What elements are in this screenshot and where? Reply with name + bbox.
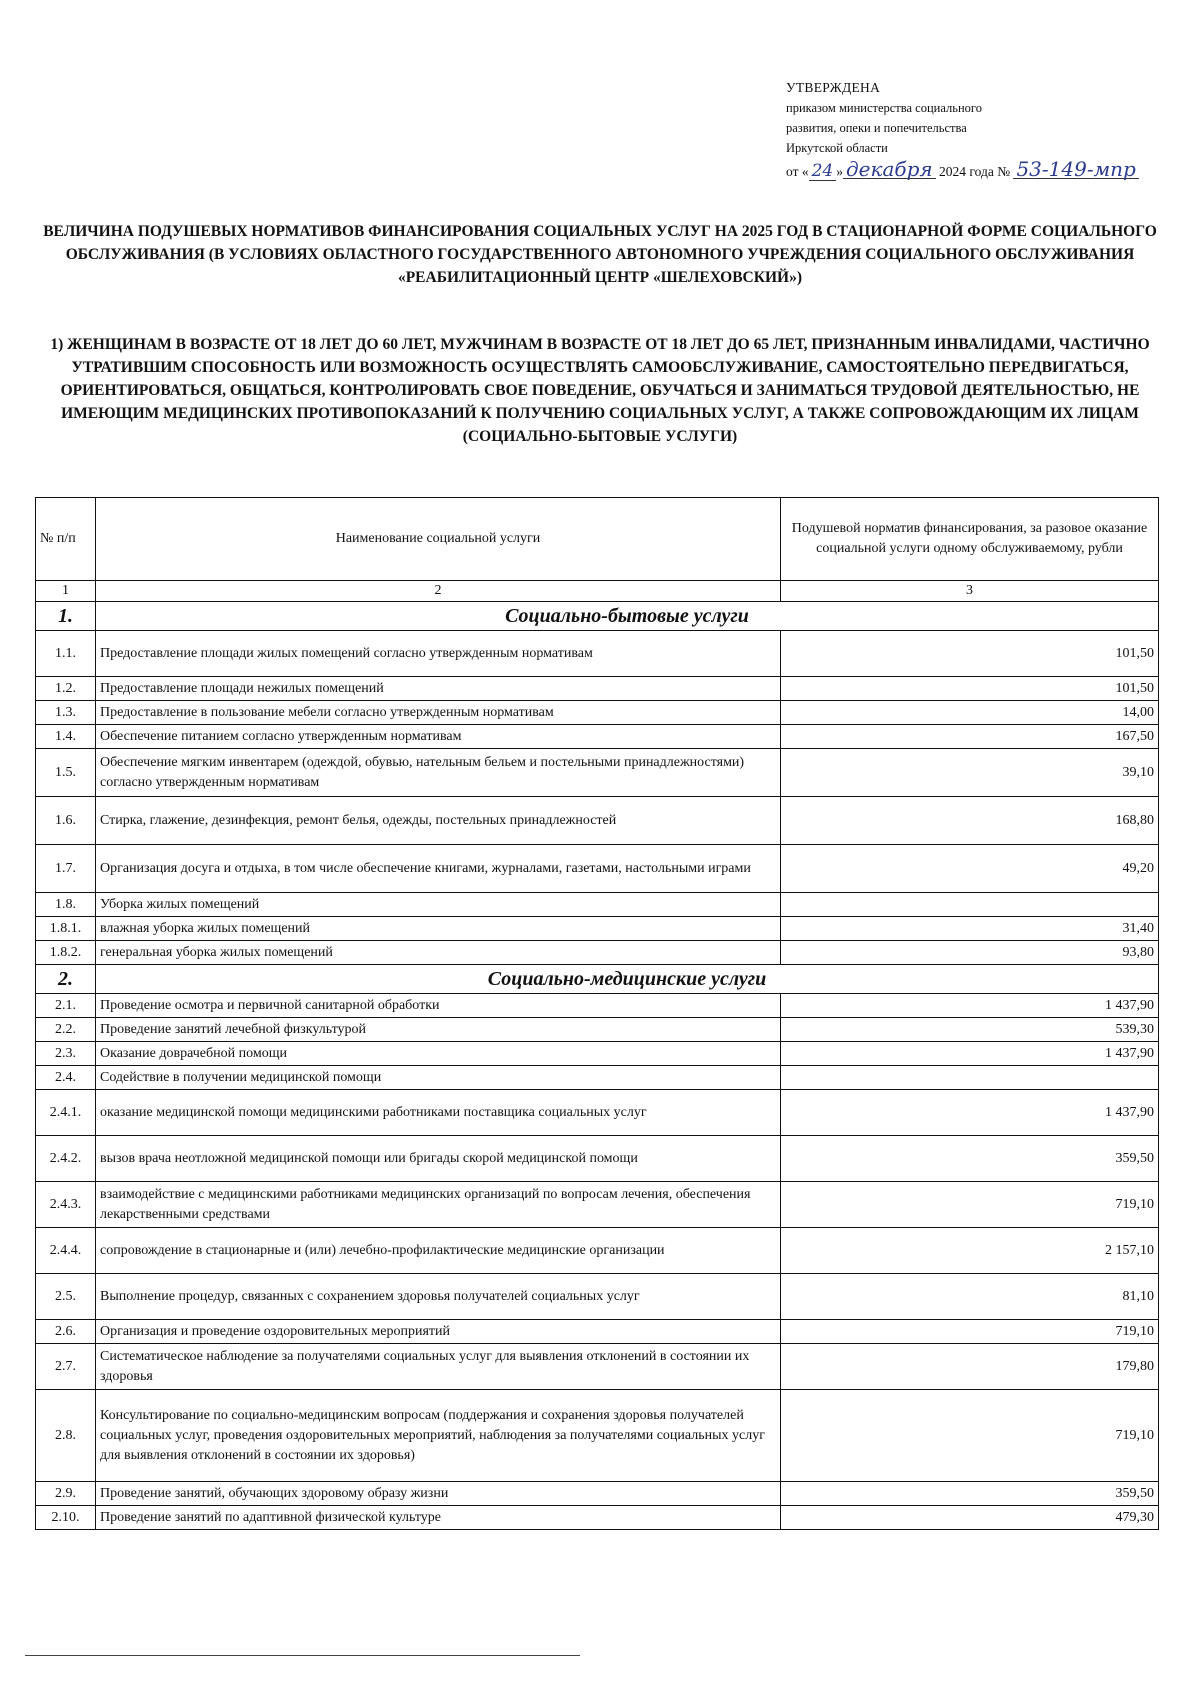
section-title: Социально-бытовые услуги xyxy=(96,602,1159,631)
norm-value: 93,80 xyxy=(781,941,1159,965)
date-year-text: 2024 года № xyxy=(939,164,1011,179)
service-name: оказание медицинской помощи медицинскими работниками поставщика социальных услуг xyxy=(96,1090,781,1136)
row-number: 2.4. xyxy=(36,1066,96,1090)
row-number: 2.3. xyxy=(36,1042,96,1066)
table-header-row xyxy=(36,498,1159,581)
row-number: 1.2. xyxy=(36,677,96,701)
service-name: вызов врача неотложной медицинской помощи или бригады скорой медицинской помощи xyxy=(96,1136,781,1182)
service-name: Предоставление в пользование мебели согласно утвержденным нормативам xyxy=(96,701,781,725)
norm-value: 31,40 xyxy=(781,917,1159,941)
row-number: 1.5. xyxy=(36,749,96,797)
table-row xyxy=(36,1090,1159,1136)
norm-value: 101,50 xyxy=(781,631,1159,677)
norm-value: 39,10 xyxy=(781,749,1159,797)
norms-table xyxy=(35,497,1159,1530)
table-row xyxy=(36,1042,1159,1066)
service-name: Проведение осмотра и первичной санитарной обработки xyxy=(96,994,781,1018)
row-number: 2.2. xyxy=(36,1018,96,1042)
service-name: Уборка жилых помещений xyxy=(96,893,781,917)
norm-value: 179,80 xyxy=(781,1344,1159,1390)
document-subtitle: 1) ЖЕНЩИНАМ В ВОЗРАСТЕ ОТ 18 ЛЕТ ДО 60 ЛЕТ, МУЖЧИНАМ В ВОЗРАСТЕ ОТ 18 ЛЕТ ДО 65 ЛЕТ, ПРИЗНАННЫМ ИНВАЛИДАМИ, ЧАСТИЧНО УТРАТИВШИМ СПОСОБНОСТЬ ИЛИ ВОЗМОЖНОСТЬ ОСУЩЕСТВЛЯТЬ САМООБСЛУЖИВАНИЕ, САМОСТОЯТЕЛЬНО ПЕРЕДВИГАТЬСЯ, ОРИЕНТИРОВАТЬСЯ, ОБЩАТЬСЯ, КОНТРОЛИРОВАТЬ СВОЕ ПОВЕДЕНИЕ, ОБУЧАТЬСЯ И ЗАНИМАТЬСЯ ТРУДОВОЙ ДЕЯТЕЛЬНОСТЬЮ, НЕ ИМЕЮЩИМ МЕДИЦИНСКИХ ПРОТИВОПОКАЗАНИЙ К ПОЛУЧЕНИЮ СОЦИАЛЬНЫХ УСЛУГ, А ТАКЖЕ СОПРОВОЖДАЮЩИМ ИХ ЛИЦАМ (СОЦИАЛЬНО-БЫТОВЫЕ УСЛУГИ) xyxy=(50,336,1150,445)
section-row xyxy=(36,602,1159,631)
table-row xyxy=(36,893,1159,917)
service-name: Проведение занятий, обучающих здоровому образу жизни xyxy=(96,1482,781,1506)
row-number: 2.6. xyxy=(36,1320,96,1344)
norm-value: 167,50 xyxy=(781,725,1159,749)
header-norm-value: Подушевой норматив финансирования, за разовое оказание социальной услуги одному обслуживаемому, рубли xyxy=(781,498,1159,581)
row-number: 2.4.4. xyxy=(36,1228,96,1274)
service-name: взаимодействие с медицинскими работниками медицинских организаций по вопросам лечения, обеспечения лекарственными средствами xyxy=(96,1182,781,1228)
table-row xyxy=(36,1506,1159,1530)
norm-value: 359,50 xyxy=(781,1482,1159,1506)
service-name: Проведение занятий лечебной физкультурой xyxy=(96,1018,781,1042)
row-number: 2.7. xyxy=(36,1344,96,1390)
table-row xyxy=(36,1018,1159,1042)
table-row xyxy=(36,1066,1159,1090)
table-column-index-row xyxy=(36,581,1159,602)
approval-date-line xyxy=(786,157,1166,182)
norm-value: 1 437,90 xyxy=(781,1090,1159,1136)
row-number: 2.4.3. xyxy=(36,1182,96,1228)
norm-value: 719,10 xyxy=(781,1320,1159,1344)
table-row xyxy=(36,1274,1159,1320)
table-row xyxy=(36,1136,1159,1182)
approval-stamp xyxy=(786,78,1166,182)
section-title: Социально-медицинские услуги xyxy=(96,965,1159,994)
table-row xyxy=(36,1228,1159,1274)
service-name: Обеспечение питанием согласно утвержденным нормативам xyxy=(96,725,781,749)
norms-table-body xyxy=(36,498,1159,1530)
row-number: 1.8. xyxy=(36,893,96,917)
service-name: сопровождение в стационарные и (или) лечебно-профилактические медицинские организации xyxy=(96,1228,781,1274)
row-number: 2.4.2. xyxy=(36,1136,96,1182)
approval-heading: УТВЕРЖДЕНА xyxy=(786,80,881,95)
table-row xyxy=(36,1320,1159,1344)
service-name: Оказание доврачебной помощи xyxy=(96,1042,781,1066)
row-number: 2.4.1. xyxy=(36,1090,96,1136)
service-name: Предоставление площади жилых помещений согласно утвержденным нормативам xyxy=(96,631,781,677)
header-number: № п/п xyxy=(36,498,96,581)
norm-value: 719,10 xyxy=(781,1182,1159,1228)
row-number: 2.10. xyxy=(36,1506,96,1530)
service-name: Предоставление площади нежилых помещений xyxy=(96,677,781,701)
row-number: 1.8.1. xyxy=(36,917,96,941)
handwritten-day: 24 xyxy=(809,162,837,181)
service-name: Систематическое наблюдение за получателями социальных услуг для выявления отклонений в состоянии их здоровья xyxy=(96,1344,781,1390)
norm-value: 479,30 xyxy=(781,1506,1159,1530)
document-title: ВЕЛИЧИНА ПОДУШЕВЫХ НОРМАТИВОВ ФИНАНСИРОВАНИЯ СОЦИАЛЬНЫХ УСЛУГ НА 2025 ГОД В СТАЦИОНАРНОЙ ФОРМЕ СОЦИАЛЬНОГО ОБСЛУЖИВАНИЯ (В УСЛОВИЯХ ОБЛАСТНОГО ГОСУДАРСТВЕННОГО АВТОНОМНОГО УЧРЕЖДЕНИЯ СОЦИАЛЬНОГО ОБСЛУЖИВАНИЯ «РЕАБИЛИТАЦИОННЫЙ ЦЕНТР «ШЕЛЕХОВСКИЙ») xyxy=(43,223,1157,286)
table-row xyxy=(36,631,1159,677)
service-name: влажная уборка жилых помещений xyxy=(96,917,781,941)
column-index-2: 2 xyxy=(96,581,781,602)
row-number: 1.1. xyxy=(36,631,96,677)
norm-value: 1 437,90 xyxy=(781,1042,1159,1066)
approval-line-1: приказом министерства социального xyxy=(786,101,982,115)
date-mid: » xyxy=(836,164,843,179)
norm-value xyxy=(781,893,1159,917)
service-name: Организация досуга и отдыха, в том числе обеспечение книгами, журналами, газетами, настольными играми xyxy=(96,845,781,893)
section-row xyxy=(36,965,1159,994)
table-row xyxy=(36,701,1159,725)
table-row xyxy=(36,677,1159,701)
row-number: 1.7. xyxy=(36,845,96,893)
table-row xyxy=(36,1482,1159,1506)
section-number: 2. xyxy=(36,965,96,994)
table-row xyxy=(36,1344,1159,1390)
row-number: 1.3. xyxy=(36,701,96,725)
section-number: 1. xyxy=(36,602,96,631)
date-prefix: от « xyxy=(786,164,809,179)
row-number: 1.6. xyxy=(36,797,96,845)
norm-value: 2 157,10 xyxy=(781,1228,1159,1274)
approval-line-3: Иркутской области xyxy=(786,141,888,155)
table-row xyxy=(36,1182,1159,1228)
norm-value: 14,00 xyxy=(781,701,1159,725)
norm-value: 81,10 xyxy=(781,1274,1159,1320)
table-row xyxy=(36,1390,1159,1482)
table-row xyxy=(36,941,1159,965)
table-row xyxy=(36,749,1159,797)
service-name: генеральная уборка жилых помещений xyxy=(96,941,781,965)
table-row xyxy=(36,845,1159,893)
norm-value: 49,20 xyxy=(781,845,1159,893)
norm-value: 101,50 xyxy=(781,677,1159,701)
table-row xyxy=(36,917,1159,941)
norm-value: 539,30 xyxy=(781,1018,1159,1042)
service-name: Проведение занятий по адаптивной физической культуре xyxy=(96,1506,781,1530)
table-row xyxy=(36,994,1159,1018)
row-number: 2.9. xyxy=(36,1482,96,1506)
norm-value: 1 437,90 xyxy=(781,994,1159,1018)
handwritten-order-number: 53-149-мпр xyxy=(1013,160,1138,179)
handwritten-month: декабря xyxy=(843,160,936,179)
service-name: Организация и проведение оздоровительных мероприятий xyxy=(96,1320,781,1344)
norm-value xyxy=(781,1066,1159,1090)
norm-value: 168,80 xyxy=(781,797,1159,845)
service-name: Консультирование по социально-медицинским вопросам (поддержания и сохранения здоровья получателей социальных услуг, проведения оздоровительных мероприятий, наблюдения за получателями социальных услуг для выявления отклонений в состоянии их здоровья) xyxy=(96,1390,781,1482)
column-index-1: 1 xyxy=(36,581,96,602)
service-name: Обеспечение мягким инвентарем (одеждой, обувью, нательным бельем и постельными принадлежностями) согласно утвержденным нормативам xyxy=(96,749,781,797)
norm-value: 359,50 xyxy=(781,1136,1159,1182)
approval-line-2: развития, опеки и попечительства xyxy=(786,121,967,135)
header-service-name: Наименование социальной услуги xyxy=(96,498,781,581)
footer-rule xyxy=(25,1655,580,1656)
row-number: 1.4. xyxy=(36,725,96,749)
row-number: 2.1. xyxy=(36,994,96,1018)
norm-value: 719,10 xyxy=(781,1390,1159,1482)
service-name: Стирка, глажение, дезинфекция, ремонт белья, одежды, постельных принадлежностей xyxy=(96,797,781,845)
row-number: 1.8.2. xyxy=(36,941,96,965)
row-number: 2.5. xyxy=(36,1274,96,1320)
row-number: 2.8. xyxy=(36,1390,96,1482)
service-name: Содействие в получении медицинской помощи xyxy=(96,1066,781,1090)
table-row xyxy=(36,725,1159,749)
table-row xyxy=(36,797,1159,845)
column-index-3: 3 xyxy=(781,581,1159,602)
service-name: Выполнение процедур, связанных с сохранением здоровья получателей социальных услуг xyxy=(96,1274,781,1320)
